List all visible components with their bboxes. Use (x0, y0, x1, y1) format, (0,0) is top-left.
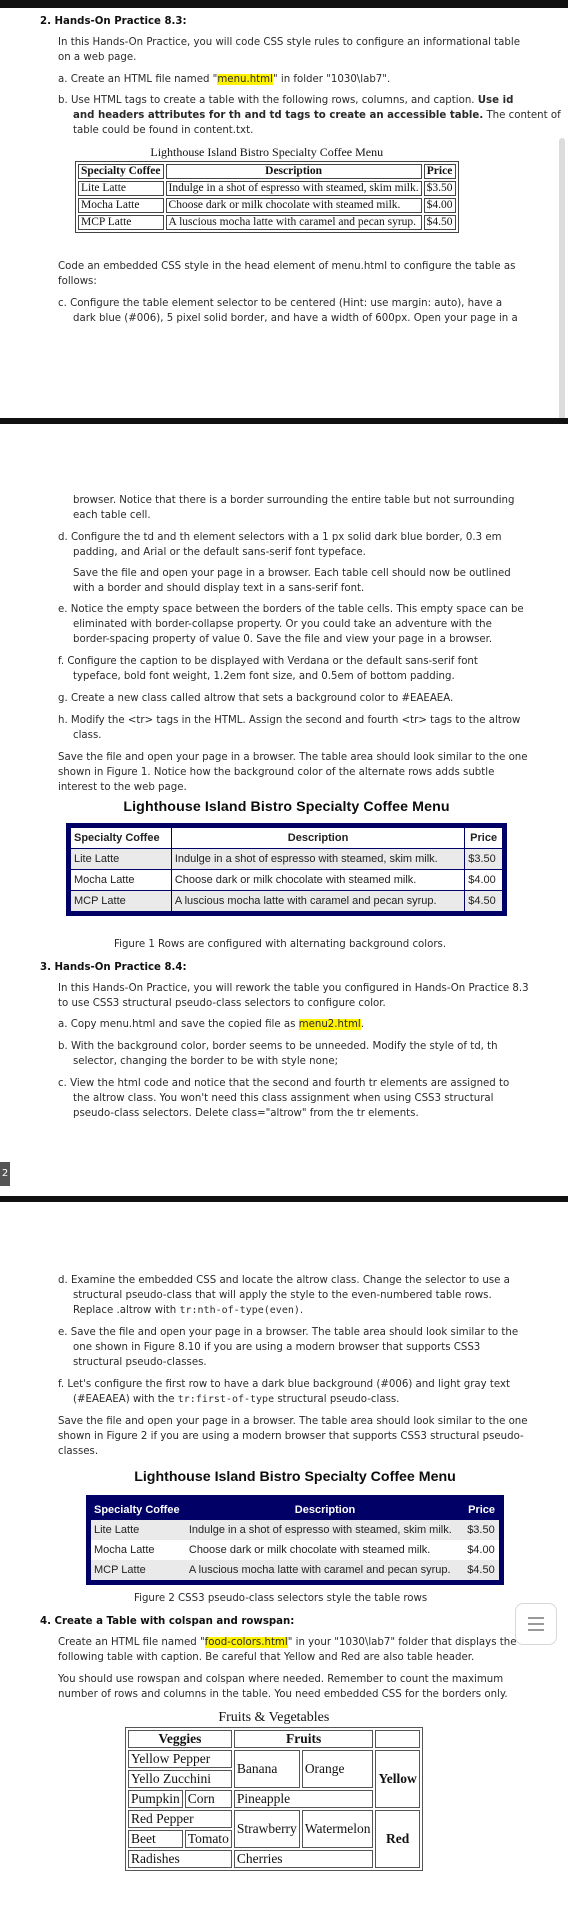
side-page-tab[interactable]: 2 (0, 1162, 10, 1186)
top-bar (0, 0, 568, 8)
fruits-table-caption: Fruits & Vegetables (218, 1710, 330, 1725)
table-cell: Cherries (234, 1850, 374, 1868)
step-d: d. Examine the embedded CSS and locate the altrow class. Change the selector to use a (58, 1275, 510, 1286)
step-c: c. View the html code and notice that the second and fourth tr elements are assigned to (58, 1078, 510, 1089)
step-f: f. Let's configure the first row to have a dark blue background (#006) and light gray text (58, 1379, 511, 1390)
paragraph-line: following table with caption. Be careful that Yellow and Red are also table header. (58, 1652, 475, 1663)
table-cell: $4.50 (465, 891, 505, 914)
table-cell: MCP Latte (89, 1560, 186, 1583)
step-g: g. Create a new class called altrow that sets a background color to #EAEAEA. (58, 693, 454, 704)
table-cell: Choose dark or milk chocolate with steamed milk. (171, 870, 464, 891)
paragraph-line: typeface, bold font weight, 1.2em font size, and 0.5em of bottom padding. (73, 671, 455, 682)
fruits-vegetables-table-wrap (125, 1710, 423, 1871)
table-cell: Choose dark or milk chocolate with steamed milk. (188, 1544, 431, 1556)
table-cell: Indulge in a shot of espresso with steamed, skim milk. (186, 1520, 464, 1540)
paragraph-line: padding, and Arial or the default sans-serif font typeface. (73, 547, 366, 558)
step-b: b. With the background color, border seems to be unneeded. Modify the style of td, th (58, 1041, 498, 1052)
step-e: e. Notice the empty space between the borders of the table cells. This empty space can be (58, 604, 524, 615)
menu-icon (528, 1629, 544, 1631)
step-text: The content of (483, 110, 561, 121)
table-cell (375, 1730, 419, 1748)
paragraph-line: Save the file and open your page in a browser. The table area should look similar to the one (58, 1416, 528, 1427)
paragraph-line: classes. (58, 1446, 99, 1457)
table-cell: Tomato (185, 1830, 232, 1848)
code-snippet: tr:nth-of-type(even) (179, 1305, 300, 1316)
table-row (89, 1560, 502, 1583)
table-row (128, 1750, 420, 1768)
table-cell: Watermelon (302, 1810, 374, 1848)
task-4-heading: 4. Create a Table with colspan and rowspan: (40, 1616, 295, 1627)
table-row (78, 181, 456, 196)
paragraph-line: pseudo-class selectors. Delete class="altrow" from the tr elements. (73, 1108, 419, 1119)
paragraph-line: follows: (58, 276, 97, 287)
step-text: a. Copy menu.html and save the copied file as (58, 1019, 299, 1030)
table-row (69, 849, 505, 870)
paragraph-line: In this Hands-On Practice, you will code CSS style rules to configure an informational table (58, 37, 520, 48)
table-row (128, 1810, 420, 1828)
paragraph-line: border-spacing property of value 0. Save the file and view your page in a browser. (73, 634, 493, 645)
row-header: Red (375, 1810, 419, 1868)
table-cell: Red Pepper (128, 1810, 232, 1828)
table-cell: Banana (234, 1750, 300, 1788)
paragraph-line: Code an embedded CSS style in the head element of menu.html to configure the table as (58, 261, 516, 272)
step-b-line2 (73, 108, 561, 124)
table-cell: Lite Latte (89, 1520, 186, 1540)
step-bold: Use id (477, 95, 514, 106)
table-row (78, 198, 456, 213)
paragraph-line (73, 1392, 399, 1408)
table-cell: $3.50 (464, 1520, 501, 1540)
table-cell: Lite Latte (69, 849, 172, 870)
menu-icon (528, 1617, 544, 1619)
column-header: Specialty Coffee (69, 826, 172, 849)
step-a (58, 1017, 364, 1033)
paragraph-line: shown in Figure 2 if you are using a modern browser that supports CSS3 structural pseudo- (58, 1431, 524, 1442)
figure-1-caption: Figure 1 Rows are configured with alternating background colors. (114, 939, 447, 950)
fruits-vegetables-table (125, 1710, 423, 1871)
table-cell: $4.50 (424, 215, 456, 230)
table-row (78, 215, 456, 230)
menu-table (75, 145, 459, 233)
table-header-row (69, 826, 505, 849)
table-cell: Mocha Latte (94, 1544, 155, 1556)
table-row (69, 870, 505, 891)
paragraph-line: structural pseudo-classes. (73, 1357, 207, 1368)
table-row (89, 1520, 502, 1540)
step-text: a. Create an HTML file named " (58, 74, 218, 85)
menu-table-wrap (75, 145, 459, 233)
paragraph-line: You should use rowspan and colspan where needed. Remember to count the maximum (58, 1674, 504, 1685)
table-row (89, 1540, 502, 1560)
figure-1-table-caption: Lighthouse Island Bistro Specialty Coffee Menu (123, 799, 450, 815)
column-header: Description (186, 1498, 464, 1521)
table-cell: $4.00 (465, 870, 505, 891)
figure-2-caption: Figure 2 CSS3 pseudo-class selectors style the table rows (134, 1593, 428, 1604)
paragraph-line: eliminated with border-collapse property. Or you could take an adventure with the (73, 619, 492, 630)
step-text: b. Use HTML tags to create a table with the following rows, columns, and caption. (58, 95, 478, 106)
step-c-line1: c. Configure the table element selector to be centered (Hint: use margin: auto), have a (58, 298, 503, 309)
column-header: Description (171, 826, 464, 849)
step-text: " in your "1030\lab7" folder that displays the (287, 1637, 517, 1648)
paragraph-line: each table cell. (73, 510, 151, 521)
step-f: f. Configure the caption to be displayed with Verdana or the default sans-serif font (58, 656, 478, 667)
table-cell: Radishes (128, 1850, 232, 1868)
scrollbar-thumb[interactable] (559, 138, 565, 438)
menu-button[interactable] (515, 1603, 557, 1645)
pseudo-class-menu-table (86, 1495, 504, 1585)
table-cell: Choose dark or milk chocolate with steamed milk. (166, 198, 422, 213)
code-snippet: tr:first-of-type (177, 1394, 275, 1405)
step-e: e. Save the file and open your page in a browser. The table area should look similar to the (58, 1327, 519, 1338)
column-header: Price (465, 826, 505, 849)
step-d: d. Configure the td and th element selectors with a 1 px solid dark blue border, 0.3 em (58, 532, 502, 543)
step-text: Replace .altrow with (73, 1305, 180, 1316)
paragraph-line: Save the file and open your page in a browser. Each table cell should now be outlined (73, 568, 511, 579)
figure-1-table (66, 799, 507, 916)
table-cell: A luscious mocha latte with caramel and pecan syrup. (171, 891, 464, 914)
table-cell: Pineapple (234, 1790, 374, 1808)
menu-table-caption: Lighthouse Island Bistro Specialty Coffee Menu (150, 145, 384, 159)
table-cell: Yello Zucchini (128, 1770, 232, 1788)
step-text: " in folder "1030\lab7". (272, 74, 391, 85)
step-text: Create an HTML file named " (58, 1637, 205, 1648)
column-header: Price (424, 164, 456, 179)
step-b-line1 (58, 93, 513, 109)
column-header: Fruits (234, 1730, 374, 1748)
highlighted-filename: menu.html (217, 74, 273, 85)
table-cell: MCP Latte (69, 891, 172, 914)
step-c-line2: dark blue (#006), 5 pixel solid border, and have a width of 600px. Open your page in a (73, 313, 518, 324)
menu-icon (528, 1623, 544, 1625)
column-header: Specialty Coffee (78, 164, 164, 179)
paragraph-line: selector, changing the border to be with style none; (73, 1056, 339, 1067)
table-cell: $4.00 (467, 1544, 495, 1556)
paragraph-line: one shown in Figure 8.10 if you are using a modern browser that supports CSS3 (73, 1342, 481, 1353)
table-cell: Yellow Pepper (128, 1750, 232, 1768)
table-cell: Pumpkin (128, 1790, 183, 1808)
step-bold: and headers attributes for th and td tags to create an accessible table. (73, 110, 484, 121)
paragraph-line: class. (73, 730, 102, 741)
paragraph-line: Save the file and open your page in a browser. The table area should look similar to the one (58, 752, 528, 763)
paragraph-line: the altrow class. You won't need this class assignment when using CSS3 structural (73, 1093, 494, 1104)
paragraph-line: structural pseudo-class that will apply the style to the even-numbered table rows. (73, 1290, 492, 1301)
table-header-row (89, 1498, 502, 1521)
table-cell: Mocha Latte (69, 870, 172, 891)
figure-2-table-caption: Lighthouse Island Bistro Specialty Coffee Menu (134, 1469, 456, 1485)
table-cell: A luscious mocha latte with caramel and pecan syrup. (166, 215, 422, 230)
table-cell: Indulge in a shot of espresso with steamed, skim milk. (171, 849, 464, 870)
table-cell: $4.00 (424, 198, 456, 213)
column-header: Veggies (128, 1730, 232, 1748)
paragraph-line: number of rows and columns in the table. You need embedded CSS for the borders only. (58, 1689, 508, 1700)
table-cell: $3.50 (424, 181, 456, 196)
step-a (58, 72, 390, 88)
step-b-line3: table could be found in content.txt. (73, 125, 254, 136)
table-cell: Orange (302, 1750, 374, 1788)
table-cell: $4.50 (464, 1560, 501, 1583)
table-cell: Mocha Latte (78, 198, 164, 213)
step-h: h. Modify the <tr> tags in the HTML. Assign the second and fourth <tr> tags to the altrow (58, 715, 521, 726)
table-cell: Lite Latte (78, 181, 164, 196)
column-header: Description (166, 164, 422, 179)
table-cell: Beet (128, 1830, 183, 1848)
step-text: . (299, 1305, 304, 1316)
paragraph-line: with a border and should display text in a sans-serif font. (73, 583, 365, 594)
column-header: Specialty Coffee (89, 1498, 186, 1521)
paragraph-line: shown in Figure 1. Notice how the background color of the alternate rows adds subtle (58, 767, 495, 778)
step-text: . (360, 1019, 364, 1030)
table-cell: Indulge in a shot of espresso with steamed, skim milk. (166, 181, 422, 196)
step-text: (#EAEAEA) with the (73, 1394, 178, 1405)
table-cell: Corn (185, 1790, 232, 1808)
table-header-row (78, 164, 456, 179)
table-cell: Strawberry (234, 1810, 300, 1848)
table-row (69, 891, 505, 914)
styled-menu-table (66, 823, 507, 916)
table-cell: $3.50 (465, 849, 505, 870)
practice-8-3-heading: 2. Hands-On Practice 8.3: (40, 16, 187, 27)
table-cell: A luscious mocha latte with caramel and pecan syrup. (186, 1560, 464, 1583)
row-header: Yellow (375, 1750, 419, 1808)
highlighted-filename: menu2.html (298, 1019, 361, 1030)
highlighted-filename: food-colors.html (204, 1637, 288, 1648)
paragraph-line: In this Hands-On Practice, you will rework the table you configured in Hands-On Practice 8.3 (58, 983, 529, 994)
practice-8-4-heading: 3. Hands-On Practice 8.4: (40, 962, 187, 973)
paragraph-line (73, 1303, 303, 1319)
paragraph-line: to use CSS3 structural pseudo-class selectors to configure color. (58, 998, 386, 1009)
table-cell: MCP Latte (78, 215, 164, 230)
step-text: structural pseudo-class. (274, 1394, 400, 1405)
paragraph-line: interest to the web page. (58, 782, 187, 793)
table-header-row (128, 1730, 420, 1748)
paragraph-line: on a web page. (58, 52, 137, 63)
document-page-1 (0, 8, 568, 418)
paragraph-line: browser. Notice that there is a border surrounding the entire table but not surrounding (73, 495, 515, 506)
figure-2-table (86, 1469, 504, 1585)
column-header: Price (464, 1498, 501, 1521)
paragraph-line (58, 1635, 516, 1651)
